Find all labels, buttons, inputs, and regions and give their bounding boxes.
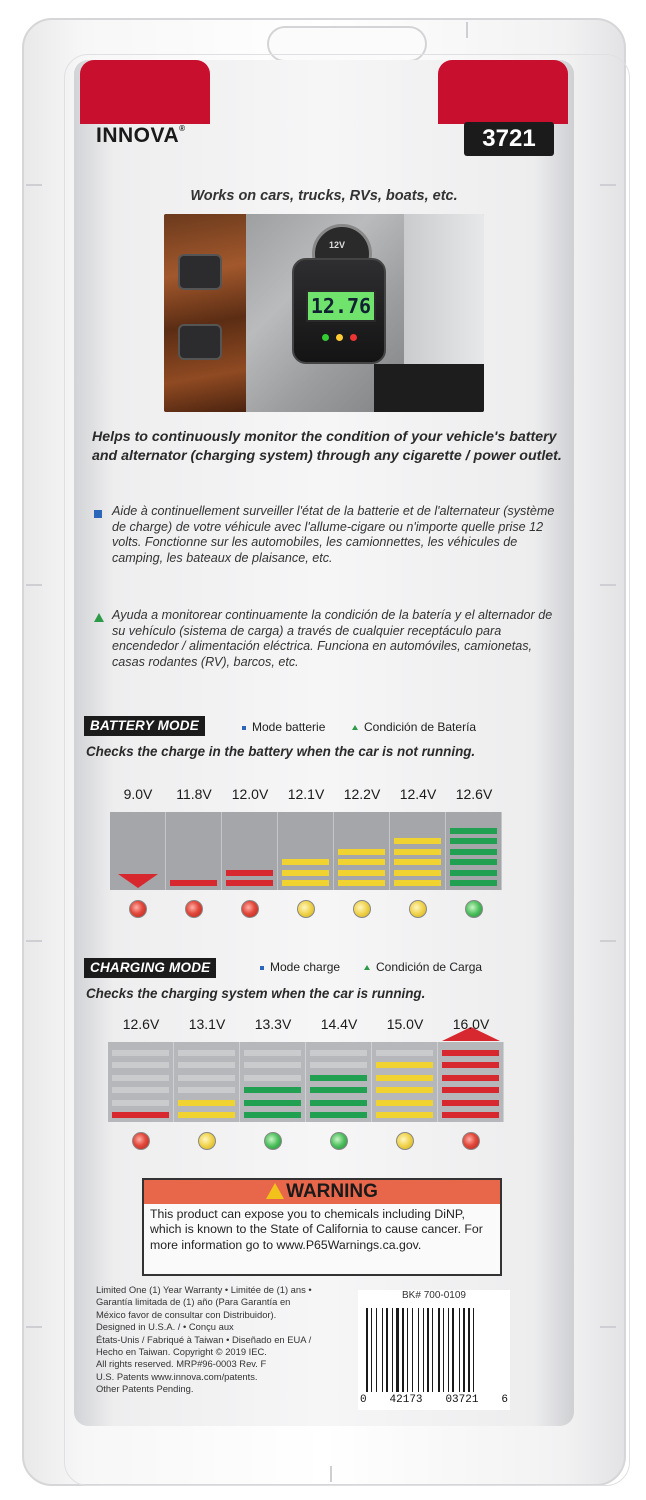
level-bar xyxy=(442,1087,499,1093)
led-green xyxy=(322,334,329,341)
french-bullet-icon xyxy=(260,966,264,970)
level-bar xyxy=(282,859,329,865)
level-column xyxy=(372,1042,438,1122)
level-bar xyxy=(376,1100,433,1106)
level-bar xyxy=(244,1087,301,1093)
led-yellow-icon xyxy=(409,900,427,918)
level-bar xyxy=(178,1062,235,1068)
spanish-bullet-icon xyxy=(364,965,370,970)
charging-mode-spanish: Condición de Carga xyxy=(364,960,482,974)
level-bar xyxy=(442,1062,499,1068)
level-bar xyxy=(338,880,385,886)
level-bar xyxy=(310,1050,367,1056)
barcode-bar xyxy=(463,1308,465,1392)
level-bar xyxy=(338,859,385,865)
led-green-icon xyxy=(465,900,483,918)
level-column xyxy=(334,812,390,890)
battery-mode-spanish: Condición de Batería xyxy=(352,720,476,734)
level-bar xyxy=(178,1075,235,1081)
level-bar xyxy=(178,1087,235,1093)
led-red-icon xyxy=(129,900,147,918)
level-bar xyxy=(112,1062,169,1068)
dash-knob xyxy=(178,254,222,290)
warning-triangle-icon xyxy=(266,1183,284,1199)
voltage-label: 13.1V xyxy=(188,1016,226,1032)
led-red-icon xyxy=(462,1132,480,1150)
led-yellow-icon xyxy=(198,1132,216,1150)
level-column xyxy=(166,812,222,890)
level-bar xyxy=(442,1112,499,1118)
legal-text xyxy=(96,1284,326,1396)
barcode-bar xyxy=(473,1308,474,1392)
level-bar xyxy=(394,859,441,865)
upc-digits xyxy=(358,1394,510,1406)
level-bar xyxy=(282,870,329,876)
level-bar xyxy=(244,1112,301,1118)
rim-tick xyxy=(600,1326,616,1328)
charging-mode-description: Checks the charging system when the car is running. xyxy=(86,986,426,1001)
rim-tick xyxy=(600,940,616,942)
barcode-bars xyxy=(366,1308,502,1392)
level-bar xyxy=(226,870,273,876)
model-number: 3721 xyxy=(464,122,554,156)
french-bullet-icon xyxy=(94,510,102,518)
level-bar xyxy=(450,828,497,834)
rim-tick xyxy=(26,184,42,186)
level-column xyxy=(438,1042,504,1122)
level-column xyxy=(222,812,278,890)
voltage-label: 12.6V xyxy=(122,1016,160,1032)
voltage-label: 12.1V xyxy=(287,786,325,802)
barcode-bar xyxy=(407,1308,408,1392)
level-bar xyxy=(394,838,441,844)
barcode-bar xyxy=(443,1308,444,1392)
description-english: Helps to continuously monitor the condition of your vehicle's battery and alternator (charging system) through any cigarette / power outlet. xyxy=(92,429,562,464)
level-bar xyxy=(338,870,385,876)
battery-mode-title: BATTERY MODE xyxy=(84,716,205,736)
level-bar xyxy=(282,880,329,886)
level-bar xyxy=(112,1112,169,1118)
level-bar xyxy=(310,1100,367,1106)
legal-line: All rights reserved. MRP#96-0003 Rev. F xyxy=(96,1358,267,1370)
level-bar xyxy=(394,849,441,855)
voltage-label: 13.3V xyxy=(254,1016,292,1032)
legal-line: Hecho en Taiwan. Copyright © 2019 IEC. xyxy=(96,1346,267,1358)
level-bar xyxy=(244,1075,301,1081)
spanish-bullet-icon xyxy=(94,613,104,622)
red-tab-left xyxy=(80,60,210,124)
barcode-bar xyxy=(392,1308,393,1392)
level-column xyxy=(278,812,334,890)
charging-mode-title: CHARGING MODE xyxy=(84,958,216,978)
voltage-label: 15.0V xyxy=(386,1016,424,1032)
warning-text: This product can expose you to chemicals including DiNP, which is known to the State of California to cause cancer. For more information go to www.P65Warnings.ca.gov. xyxy=(150,1207,483,1252)
barcode-bar xyxy=(366,1308,368,1392)
upc-digit: 6 xyxy=(501,1394,508,1406)
level-bar xyxy=(170,880,217,886)
level-bar xyxy=(178,1050,235,1056)
charging-mode-french: Mode charge xyxy=(260,960,340,974)
bk-number: BK# 700-0109 xyxy=(402,1290,466,1301)
level-bar xyxy=(376,1112,433,1118)
level-bar xyxy=(244,1062,301,1068)
level-column xyxy=(108,1042,174,1122)
tagline: Works on cars, trucks, RVs, boats, etc. xyxy=(190,188,458,204)
barcode-bar xyxy=(432,1308,433,1392)
barcode-bar xyxy=(459,1308,460,1392)
description-french: Aide à continuellement surveiller l'état de la batterie et de l'alternateur (système de charge) de votre véhicule avec l'allume-cigare ou n'importe quelle prise 12 volts. Fonctionne sur les automobiles, les camionnettes, les véhicules de camping, les bateaux de plaisance, etc. xyxy=(112,504,555,565)
level-bar xyxy=(450,838,497,844)
level-bar xyxy=(310,1075,367,1081)
french-bullet-icon xyxy=(242,726,246,730)
rim-tick xyxy=(466,22,468,38)
led-yellow-icon xyxy=(396,1132,414,1150)
voltage-label: 12.6V xyxy=(455,786,493,802)
legal-line: Limited One (1) Year Warranty • Limitée de (1) ans • xyxy=(96,1284,312,1295)
prop65-warning xyxy=(142,1178,502,1276)
rim-tick xyxy=(26,940,42,942)
level-column xyxy=(174,1042,240,1122)
legal-line: États-Unis / Fabriqué à Taiwan • Diseñado en EUA / xyxy=(96,1333,312,1345)
level-bar xyxy=(112,1050,169,1056)
battery-mode-french: Mode batterie xyxy=(242,720,325,734)
level-bar xyxy=(450,880,497,886)
wood-trim xyxy=(164,214,246,412)
barcode-bar xyxy=(468,1308,470,1392)
level-bar xyxy=(178,1100,235,1106)
dash-knob xyxy=(178,324,222,360)
product-photo xyxy=(164,214,484,412)
level-bar xyxy=(450,870,497,876)
level-bar xyxy=(376,1075,433,1081)
led-red-icon xyxy=(241,900,259,918)
level-bar xyxy=(244,1100,301,1106)
led-yellow-icon xyxy=(297,900,315,918)
low-arrow-icon xyxy=(118,874,158,888)
upc-digit: 42173 xyxy=(389,1394,423,1406)
level-bar xyxy=(226,880,273,886)
package-card xyxy=(74,60,574,1426)
upc-digit: 0 xyxy=(360,1394,367,1406)
level-bar xyxy=(442,1050,499,1056)
level-bar xyxy=(310,1087,367,1093)
barcode-bar xyxy=(402,1308,404,1392)
voltage-label: 12.0V xyxy=(231,786,269,802)
battery-gauge-meter xyxy=(110,812,502,890)
level-bar xyxy=(376,1087,433,1093)
led-red-icon xyxy=(132,1132,150,1150)
red-tab-right xyxy=(438,60,568,124)
level-column xyxy=(110,812,166,890)
barcode-bar xyxy=(448,1308,449,1392)
level-bar xyxy=(442,1075,499,1081)
voltage-label: 9.0V xyxy=(123,786,153,802)
socket-label: 12V xyxy=(329,240,346,250)
voltage-label: 11.8V xyxy=(176,786,212,802)
level-column xyxy=(306,1042,372,1122)
rim-tick xyxy=(600,184,616,186)
led-red xyxy=(350,334,357,341)
barcode-bar xyxy=(376,1308,377,1392)
led-green-icon xyxy=(264,1132,282,1150)
warning-header: WARNING xyxy=(144,1180,500,1204)
level-bar xyxy=(338,849,385,855)
legal-line: Garantía limitada de (1) año (Para Garantía en xyxy=(96,1296,291,1308)
barcode-bar xyxy=(418,1308,419,1392)
rim-tick xyxy=(330,1466,332,1482)
rim-tick xyxy=(26,1326,42,1328)
level-bar xyxy=(178,1112,235,1118)
legal-line: México favor de consultar con Distribuidor). xyxy=(96,1308,277,1320)
barcode-bar xyxy=(396,1308,399,1392)
battery-mode-description: Checks the charge in the battery when the car is not running. xyxy=(86,744,476,759)
level-bar xyxy=(112,1100,169,1106)
barcode-bar xyxy=(423,1308,424,1392)
legal-line: Other Patents Pending. xyxy=(96,1383,194,1395)
level-column xyxy=(240,1042,306,1122)
voltage-label: 12.4V xyxy=(399,786,437,802)
voltage-label: 14.4V xyxy=(320,1016,358,1032)
level-bar xyxy=(244,1050,301,1056)
description-spanish: Ayuda a monitorear continuamente la condición de la batería y el alternador de su vehículo (sistema de carga) a través de cualquier receptáculo para encendedor / alimentación eléctrica. Funciona en automóviles, camionetas, casas rodantes (RV), barcos, etc. xyxy=(112,608,553,669)
level-bar xyxy=(394,870,441,876)
barcode-label xyxy=(358,1290,510,1410)
barcode-bar xyxy=(438,1308,440,1392)
legal-line: U.S. Patents www.innova.com/patents. xyxy=(96,1370,258,1382)
level-bar xyxy=(442,1100,499,1106)
voltage-label: 16.0V xyxy=(452,1016,490,1032)
led-red-icon xyxy=(185,900,203,918)
legal-line: Designed in U.S.A. / • Conçu aux xyxy=(96,1321,234,1333)
barcode-bar xyxy=(412,1308,413,1392)
level-bar xyxy=(394,880,441,886)
voltage-label: 12.2V xyxy=(343,786,381,802)
barcode-bar xyxy=(452,1308,454,1392)
level-bar xyxy=(376,1062,433,1068)
led-yellow xyxy=(336,334,343,341)
barcode-bar xyxy=(382,1308,383,1392)
level-bar xyxy=(376,1050,433,1056)
console-dark xyxy=(374,364,484,412)
rim-tick xyxy=(600,584,616,586)
upc-digit: 03721 xyxy=(445,1394,479,1406)
level-bar xyxy=(450,849,497,855)
spanish-bullet-icon xyxy=(352,725,358,730)
level-bar xyxy=(112,1075,169,1081)
barcode-bar xyxy=(371,1308,372,1392)
barcode-bar xyxy=(386,1308,388,1392)
level-bar xyxy=(310,1112,367,1118)
barcode-bar xyxy=(427,1308,429,1392)
level-bar xyxy=(310,1062,367,1068)
level-bar xyxy=(450,859,497,865)
led-green-icon xyxy=(330,1132,348,1150)
level-column xyxy=(446,812,502,890)
brand-logo: INNOVA® xyxy=(96,124,186,147)
level-column xyxy=(390,812,446,890)
monitor-device xyxy=(292,258,386,364)
lcd-display: 12.76 xyxy=(306,290,376,322)
level-bar xyxy=(112,1087,169,1093)
charging-gauge-meter xyxy=(108,1042,504,1122)
led-yellow-icon xyxy=(353,900,371,918)
rim-tick xyxy=(26,584,42,586)
